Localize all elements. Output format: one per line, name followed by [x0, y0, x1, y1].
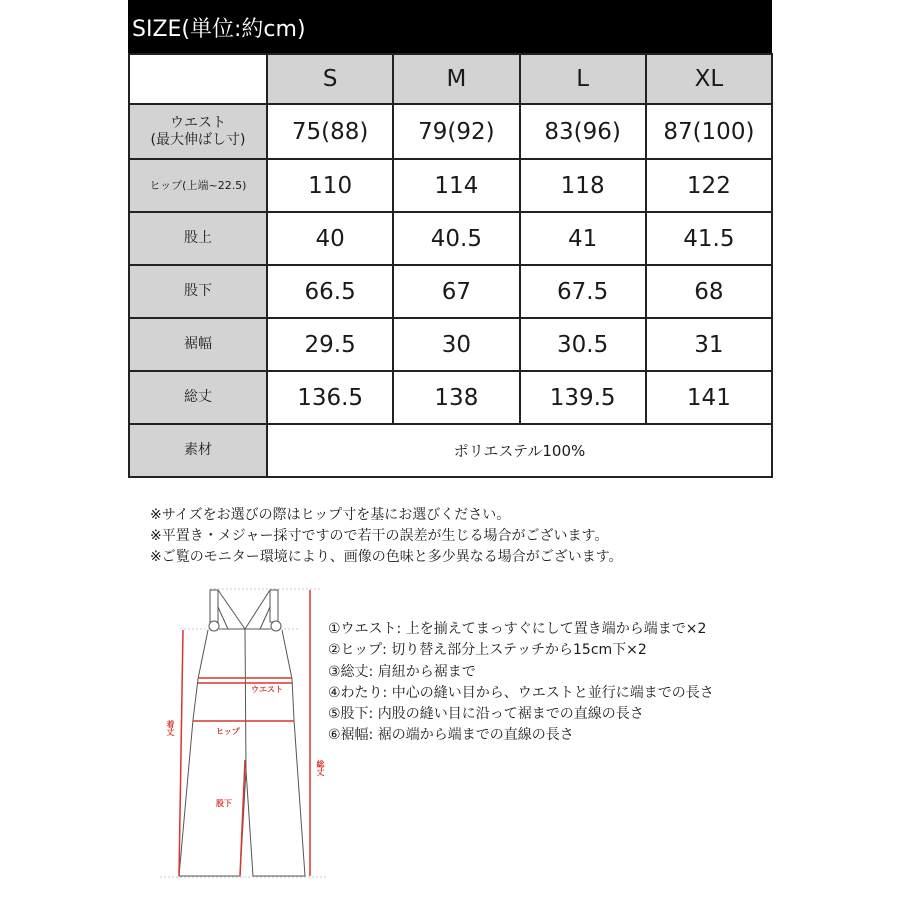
- size-table-title: SIZE(単位:約cm): [132, 17, 306, 42]
- material-value: ポリエステル100%: [267, 424, 772, 477]
- guide-item: ⑥裾幅: 裾の端から端までの直線の長さ: [328, 727, 574, 744]
- cell-value: 122: [646, 159, 772, 212]
- diagram-label-hip: ヒップ: [216, 727, 240, 736]
- row-label-material: 素材: [129, 424, 267, 477]
- guide-item: ②ヒップ: 切り替え部分上ステッチから15cm下×2: [328, 642, 647, 659]
- cell-value: 110: [267, 159, 393, 212]
- cell-value: 40.5: [393, 212, 519, 265]
- row-label-rise: 股上: [129, 212, 267, 265]
- overalls-outline-icon: [150, 580, 335, 900]
- note-line: ※平置き・メジャー採寸ですので若干の誤差が生じる場合がございます。: [150, 528, 609, 544]
- cell-value: 41: [520, 212, 646, 265]
- cell-value: 30.5: [520, 318, 646, 371]
- row-label-hem-width: 裾幅: [129, 318, 267, 371]
- guide-item: ③総丈: 肩紐から裾まで: [328, 663, 476, 680]
- note-line: ※ご覧のモニター環境により、画像の色味と多少異なる場合がございます。: [150, 549, 623, 565]
- row-label-waist: [129, 104, 267, 159]
- row-label-total-length: 総丈: [129, 371, 267, 424]
- size-header-s: S: [267, 54, 393, 104]
- size-notes: [150, 505, 623, 568]
- cell-value: 139.5: [520, 371, 646, 424]
- table-row-rise: [129, 212, 772, 265]
- diagram-label-waist: ウエスト: [251, 685, 283, 694]
- row-label-waist-line2: (最大伸ばし寸): [150, 131, 246, 148]
- cell-value: 79(92): [393, 104, 519, 159]
- table-row-hem-width: [129, 318, 772, 371]
- size-header-row: [129, 54, 772, 104]
- cell-value: 141: [646, 371, 772, 424]
- size-table: [128, 53, 773, 478]
- cell-value: 31: [646, 318, 772, 371]
- cell-value: 87(100): [646, 104, 772, 159]
- note-line: ※サイズをお選びの際はヒップ寸を基にお選びください。: [150, 507, 511, 523]
- cell-value: 29.5: [267, 318, 393, 371]
- measurement-guide: [328, 619, 714, 747]
- table-row-total-length: [129, 371, 772, 424]
- diagram-label-body-length: 着丈: [166, 720, 175, 736]
- cell-value: 118: [520, 159, 646, 212]
- table-row-material: [129, 424, 772, 477]
- table-row-hip: [129, 159, 772, 212]
- cell-value: 136.5: [267, 371, 393, 424]
- cell-value: 138: [393, 371, 519, 424]
- size-header-l: L: [520, 54, 646, 104]
- guide-item: ④わたり: 中心の縫い目から、ウエストと並行に端までの長さ: [328, 684, 714, 701]
- size-header-m: M: [393, 54, 519, 104]
- cell-value: 75(88): [267, 104, 393, 159]
- cell-value: 83(96): [520, 104, 646, 159]
- row-label-inseam: 股下: [129, 265, 267, 318]
- size-header-xl: XL: [646, 54, 772, 104]
- cell-value: 41.5: [646, 212, 772, 265]
- overalls-measurement-diagram: [150, 580, 335, 900]
- cell-value: 30: [393, 318, 519, 371]
- guide-item: ⑤股下: 内股の縫い目に沿って裾までの直線の長さ: [328, 706, 644, 723]
- table-row-waist: [129, 104, 772, 159]
- cell-value: 67.5: [520, 265, 646, 318]
- cell-value: 67: [393, 265, 519, 318]
- cell-value: 40: [267, 212, 393, 265]
- diagram-label-inseam: 股下: [216, 799, 232, 808]
- cell-value: 66.5: [267, 265, 393, 318]
- row-label-hip: ヒップ(上端~22.5): [129, 159, 267, 212]
- row-label-waist-line1: ウエスト: [170, 114, 226, 131]
- cell-value: 114: [393, 159, 519, 212]
- table-row-inseam: [129, 265, 772, 318]
- guide-item: ①ウエスト: 上を揃えてまっすぐにして置き端から端まで×2: [328, 621, 707, 637]
- diagram-label-total-length: 総丈: [316, 760, 325, 776]
- corner-cell: [129, 54, 267, 104]
- size-table-title-bar: [128, 0, 772, 54]
- cell-value: 68: [646, 265, 772, 318]
